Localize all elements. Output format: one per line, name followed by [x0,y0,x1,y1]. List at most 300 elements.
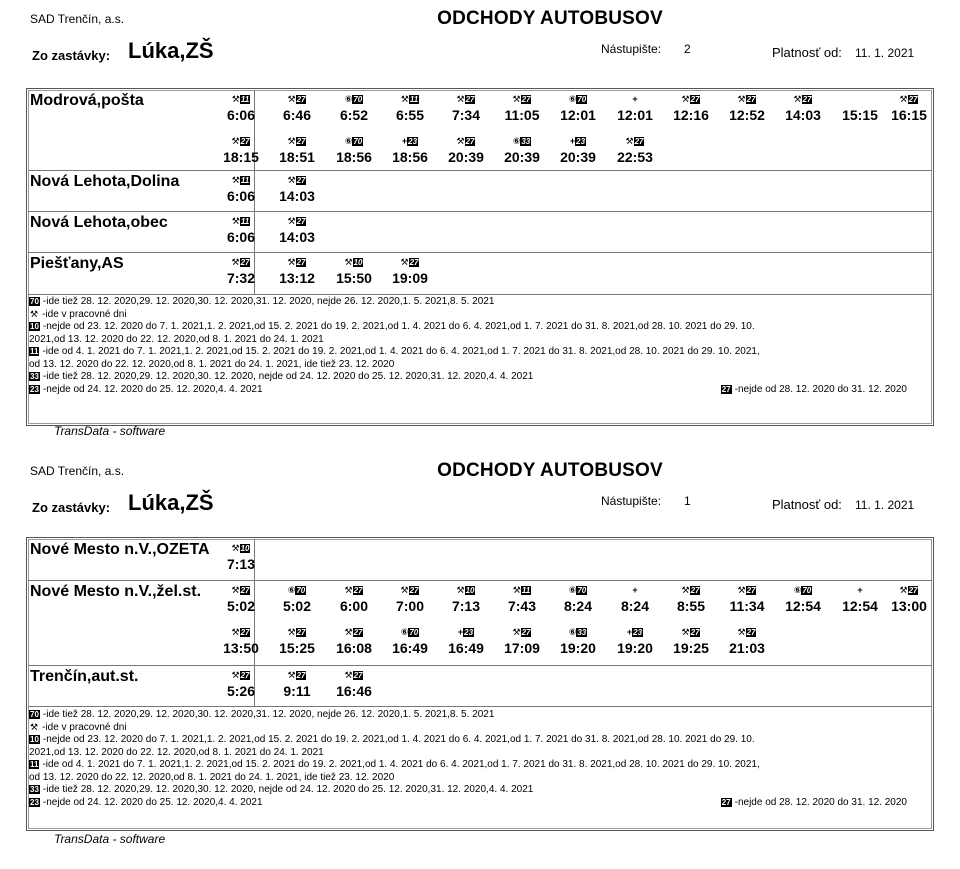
marker-symbol: ⚒ [456,94,465,104]
departure [607,585,663,615]
footnote-line [29,722,931,735]
departure [326,627,382,657]
departure [269,136,325,166]
marker-symbol: + [626,627,633,637]
footnote-code: 11 [30,760,39,769]
marker-code: 70 [577,586,587,595]
footnote-text: -nejde od 24. 12. 2020 do 25. 12. 2020,4. 4. 2021 [42,796,263,808]
footnote-line [29,296,931,309]
marker-symbol: ⚒ [231,627,240,637]
marker-symbol: + [569,136,576,146]
route-destination: Nové Mesto n.V.,žel.st. [30,583,202,600]
route-destination: Piešťany,AS [30,255,124,272]
marker-symbol: ⚒ [287,670,296,680]
route-row [28,581,932,666]
departure-marker [607,585,663,596]
footnote-text: -nejde od 23. 12. 2020 do 7. 1. 2021,1. 2. 2021,od 15. 2. 2021 do 19. 2. 2021,od 1. 4. 2021 do 6. 4. 2021,od 1. 7. 2021 do 31. 8. 2021,od 28. 10. 2021 do 29. 10. [42,321,755,332]
departure [382,94,438,124]
marker-code: 27 [296,671,306,680]
platform-label: Nástupište: [601,42,662,56]
departure [269,175,325,205]
departure-time: 20:39 [448,149,484,165]
departure-time: 12:54 [785,598,821,614]
stop-name: Lúka,ZŠ [128,490,214,515]
footnote-code: 10 [30,322,39,331]
departure [719,585,775,615]
timetable-platform-1 [0,452,960,869]
departure-time: 15:15 [842,107,878,123]
departure-time: 6:52 [339,107,369,123]
route-row [28,539,932,581]
marker-symbol: ⑥ [568,585,577,595]
marker-code: 33 [577,628,587,637]
marker-code: 27 [521,628,531,637]
marker-symbol: ⚒ [793,94,802,104]
departure-time: 19:09 [392,270,428,286]
marker-code: 27 [746,95,756,104]
marker-symbol: ⑥ [287,585,296,595]
marker-code: 27 [296,137,306,146]
departure-marker [213,627,269,638]
departure [881,585,937,615]
departure-time: 20:39 [504,149,540,165]
departure [607,136,663,166]
departure [326,585,382,615]
departure [832,585,888,615]
route-row [28,666,932,707]
marker-symbol: ⚒ [231,216,240,226]
departure-time: 16:46 [336,683,372,699]
marker-symbol: ⑥ [344,94,353,104]
departure-marker [719,585,775,596]
departure-time: 11:05 [504,107,540,123]
marker-symbol: ⚒ [344,257,353,267]
footnote-code: 27 [721,797,731,807]
departure-marker [607,94,663,105]
footnote-code: 27 [721,384,731,394]
marker-symbol: ⚒ [231,175,240,185]
departure-time: 18:56 [392,149,428,165]
route-row [28,212,932,253]
departure-marker [382,94,438,105]
departure-time: 18:15 [223,149,259,165]
departure-marker [494,136,550,147]
route-destination: Trenčín,aut.st. [30,668,139,685]
departure-marker [775,94,831,105]
departure [326,670,382,700]
departure-time: 5:02 [226,598,256,614]
footnote-code: 23 [30,384,39,394]
marker-symbol: + [632,585,638,595]
marker-symbol: + [632,94,638,104]
footnote-text: -nejde od 24. 12. 2020 do 25. 12. 2020,4. 4. 2021 [42,383,263,395]
departure-time: 19:25 [673,640,709,656]
footnote-text: od 13. 12. 2020 do 22. 12. 2020,od 8. 1. 2021 do 24. 1. 2021, ide tiež 23. 12. 2020 [29,358,395,370]
footnote-code: 70 [30,710,39,719]
departure [719,94,775,124]
departure [326,136,382,166]
departure [438,136,494,166]
departure-time: 12:16 [673,107,709,123]
marker-code: 27 [690,628,700,637]
valid-from-label: Platnosť od: [772,45,842,60]
departure-marker [269,216,325,227]
footnote-line [29,797,931,810]
departure-marker [550,136,606,147]
departure-marker [719,94,775,105]
departure [382,257,438,287]
departure-marker [832,94,888,105]
departure-marker [607,136,663,147]
departure-time: 8:24 [620,598,650,614]
departure-time: 11:34 [729,598,765,614]
departure-marker [607,627,663,638]
marker-symbol: ⚒ [287,257,296,267]
departure [607,94,663,124]
departure-marker [438,136,494,147]
footnote-text: -ide od 4. 1. 2021 do 7. 1. 2021,1. 2. 2021,od 15. 2. 2021 do 19. 2. 2021,od 1. 4. 2021 do 6. 4. 2021,od 1. 7. 2021 do 31. 8. 2021,od 28. 10. 2021 do 29. 10. 2021, [42,346,760,357]
footnote-line [29,772,931,785]
marker-code: 27 [465,95,475,104]
departure-time: 9:11 [283,683,311,699]
departure-marker [326,136,382,147]
departure-marker [326,94,382,105]
departure-marker [438,585,494,596]
footnotes [29,296,931,396]
marker-symbol: ⚒ [512,94,521,104]
footnote-text: -ide tiež 28. 12. 2020,29. 12. 2020,30. 12. 2020,31. 12. 2020, nejde 26. 12. 2020,1. 5. 2021,8. 5. 2021 [42,709,495,720]
departure-marker [269,670,325,681]
marker-code: 27 [908,95,918,104]
marker-code: 27 [802,95,812,104]
departure [326,257,382,287]
departure [382,585,438,615]
marker-code: 27 [240,258,250,267]
departure-time: 18:56 [336,149,372,165]
footnote-line [29,334,931,347]
marker-code: 27 [296,176,306,185]
departure-marker [269,175,325,186]
departure-marker [550,627,606,638]
marker-code: 27 [746,628,756,637]
marker-symbol: ⚒ [344,585,353,595]
departure-time: 6:06 [226,188,256,204]
footnote-code: 70 [30,297,39,306]
marker-code: 27 [353,671,363,680]
departure-marker [269,585,325,596]
marker-symbol: ⚒ [400,257,409,267]
departure-time: 5:02 [282,598,312,614]
departure [269,216,325,246]
marker-code: 23 [633,628,643,637]
departure [550,136,606,166]
footnote-right [721,384,907,397]
departure-marker [663,585,719,596]
departure-time: 7:32 [226,270,256,286]
departure [269,670,325,700]
departure-time: 19:20 [617,640,653,656]
departure-time: 8:24 [563,598,593,614]
marker-symbol: ⚒ [400,94,409,104]
departure [213,585,269,615]
marker-symbol: ⚒ [231,94,240,104]
departure [269,585,325,615]
departure [663,94,719,124]
marker-symbol: ⚒ [681,627,690,637]
marker-symbol: ⚒ [899,585,908,595]
platform-number: 2 [684,42,691,56]
marker-symbol: ⚒ [231,543,240,553]
departure-time: 6:46 [282,107,312,123]
departure-time: 6:06 [226,229,256,245]
marker-code: 11 [240,176,250,185]
marker-code: 11 [409,95,419,104]
marker-code: 27 [240,628,250,637]
valid-from-date: 11. 1. 2021 [855,498,915,512]
departure [213,216,269,246]
departure-marker [213,175,269,186]
departure [269,257,325,287]
departure-time: 7:13 [451,598,481,614]
departure-time: 15:50 [336,270,372,286]
marker-symbol: ⚒ [737,585,746,595]
departure-time: 15:25 [279,640,315,656]
footnote-code: 10 [30,735,39,744]
footnote-code: 33 [30,372,39,381]
departure-marker [213,257,269,268]
departure [213,670,269,700]
departure-marker [213,585,269,596]
departure [607,627,663,657]
departure-marker [438,94,494,105]
departure [550,94,606,124]
footnote-text: 2021,od 13. 12. 2020 do 22. 12. 2020,od 8. 1. 2021 do 24. 1. 2021 [29,746,324,758]
departure-time: 17:09 [504,640,540,656]
footnote-line [29,321,931,334]
page-title: ODCHODY AUTOBUSOV [437,8,663,29]
departure-time: 14:03 [279,229,315,245]
departure [213,175,269,205]
marker-code: 27 [409,258,419,267]
marker-code: 27 [908,586,918,595]
marker-code: 27 [296,95,306,104]
departure-time: 12:54 [842,598,878,614]
route-destination: Nové Mesto n.V.,OZETA [30,541,210,558]
departure [550,627,606,657]
marker-code: 27 [296,258,306,267]
marker-code: 23 [408,137,418,146]
departure-time: 16:08 [336,640,372,656]
footnote-text: -ide tiež 28. 12. 2020,29. 12. 2020,30. 12. 2020,31. 12. 2020, nejde 26. 12. 2020,1. 5. 2021,8. 5. 2021 [42,296,495,307]
platform-label: Nástupište: [601,494,662,508]
departure-marker [213,94,269,105]
marker-symbol: ⚒ [681,585,690,595]
marker-symbol: ⚒ [400,585,409,595]
footnote-code: 33 [30,785,39,794]
departure [663,585,719,615]
departure-marker [269,257,325,268]
software-credit: TransData - software [54,832,166,846]
departure-marker [881,585,937,596]
software-credit: TransData - software [54,424,166,438]
departures-table [26,537,934,831]
departure-time: 7:34 [451,107,481,123]
footnote-text: -ide v pracovné dni [42,721,127,733]
footnote-code: ⚒ [30,308,39,319]
route-row [28,253,932,295]
marker-symbol: ⑥ [568,94,577,104]
departure [663,627,719,657]
departure-time: 13:12 [279,270,315,286]
departure-marker [881,94,937,105]
departure [213,136,269,166]
departure-time: 7:43 [507,598,537,614]
marker-code: 27 [240,137,250,146]
marker-code: 27 [296,217,306,226]
departure-time: 18:51 [279,149,315,165]
stop-name: Lúka,ZŠ [128,38,214,63]
marker-code: 70 [802,586,812,595]
departure [213,257,269,287]
departure-marker [438,627,494,638]
departure-time: 22:53 [617,149,653,165]
departure-time: 12:01 [560,107,596,123]
departure-marker [550,94,606,105]
footnotes [29,709,931,809]
departure-marker [213,216,269,227]
route-row [28,171,932,212]
footnote-code: 11 [30,347,39,356]
marker-symbol: ⚒ [512,585,521,595]
departure-marker [382,627,438,638]
footnote-text: -nejde od 23. 12. 2020 do 7. 1. 2021,1. 2. 2021,od 15. 2. 2021 do 19. 2. 2021,od 1. 4. 2021 do 6. 4. 2021,od 1. 7. 2021 do 31. 8. 2021,od 28. 10. 2021 do 29. 10. [42,734,755,745]
departure [269,627,325,657]
marker-symbol: + [457,627,464,637]
departure-time: 12:01 [617,107,653,123]
departure [269,94,325,124]
marker-code: 70 [353,95,363,104]
departure-marker [382,585,438,596]
marker-symbol: ⑥ [568,627,577,637]
marker-code: 23 [576,137,586,146]
marker-code: 70 [577,95,587,104]
page-title: ODCHODY AUTOBUSOV [437,460,663,481]
marker-symbol: ⚒ [287,136,296,146]
departure [326,94,382,124]
departure-time: 13:00 [891,598,927,614]
footnote-line [29,784,931,797]
footnote-code: ⚒ [30,721,39,732]
departure-time: 20:39 [560,149,596,165]
departure [213,627,269,657]
footnote-line [29,759,931,772]
company-name: SAD Trenčín, a.s. [30,464,125,478]
marker-code: 70 [353,137,363,146]
marker-symbol: ⚒ [899,94,908,104]
departure [832,94,888,124]
departure [438,94,494,124]
marker-code: 11 [521,586,531,595]
footnote-text: -ide od 4. 1. 2021 do 7. 1. 2021,1. 2. 2021,od 15. 2. 2021 do 19. 2. 2021,od 1. 4. 2021 do 6. 4. 2021,od 1. 7. 2021 do 31. 8. 2021,od 28. 10. 2021 do 29. 10. 2021, [42,759,760,770]
marker-code: 27 [296,628,306,637]
marker-code: 10 [465,586,475,595]
departure-marker [213,543,269,554]
marker-symbol: ⑥ [793,585,802,595]
marker-code: 27 [690,95,700,104]
footnote-line [29,734,931,747]
departure-time: 14:03 [279,188,315,204]
departure-marker [832,585,888,596]
footnote-line [29,309,931,322]
departure [213,94,269,124]
departure-time: 13:50 [223,640,259,656]
marker-symbol: ⚒ [287,94,296,104]
valid-from-date: 11. 1. 2021 [855,46,915,60]
stop-label: Zo zastávky: [32,48,111,63]
departure-marker [494,585,550,596]
marker-code: 70 [296,586,306,595]
marker-code: 27 [634,137,644,146]
route-row [28,90,932,171]
marker-symbol: ⑥ [512,136,521,146]
valid-from-label: Platnosť od: [772,497,842,512]
departure-marker [326,257,382,268]
footnote-line [29,371,931,384]
marker-code: 11 [240,95,250,104]
departure-time: 14:03 [785,107,821,123]
marker-symbol: ⚒ [231,257,240,267]
marker-symbol: ⚒ [512,627,521,637]
departure-time: 7:00 [395,598,425,614]
departure-time: 19:20 [560,640,596,656]
departure-time: 16:49 [448,640,484,656]
departure [494,585,550,615]
marker-code: 27 [690,586,700,595]
footnote-right [721,797,907,810]
departure-marker [269,136,325,147]
departure [494,136,550,166]
departure-time: 8:55 [676,598,706,614]
departure-marker [382,257,438,268]
departure [438,627,494,657]
marker-symbol: ⚒ [456,585,465,595]
marker-symbol: ⚒ [287,216,296,226]
footnote-text: -ide v pracovné dni [42,308,127,320]
marker-code: 27 [521,95,531,104]
marker-symbol: ⚒ [625,136,634,146]
marker-code: 10 [240,544,250,553]
marker-symbol: ⚒ [231,136,240,146]
marker-symbol: ⚒ [737,627,746,637]
marker-symbol: ⚒ [344,670,353,680]
marker-code: 70 [409,628,419,637]
departure-time: 12:52 [729,107,765,123]
departure-time: 21:03 [729,640,765,656]
route-destination: Nová Lehota,Dolina [30,173,180,190]
departure-marker [663,94,719,105]
route-destination: Nová Lehota,obec [30,214,168,231]
marker-symbol: ⚒ [344,627,353,637]
route-destination: Modrová,pošta [30,92,144,109]
departure-marker [269,94,325,105]
footnote-text: 2021,od 13. 12. 2020 do 22. 12. 2020,od 8. 1. 2021 do 24. 1. 2021 [29,333,324,345]
departure [382,627,438,657]
marker-symbol: ⚒ [287,175,296,185]
marker-code: 27 [409,586,419,595]
marker-code: 27 [240,586,250,595]
marker-symbol: + [401,136,408,146]
marker-code: 11 [240,217,250,226]
